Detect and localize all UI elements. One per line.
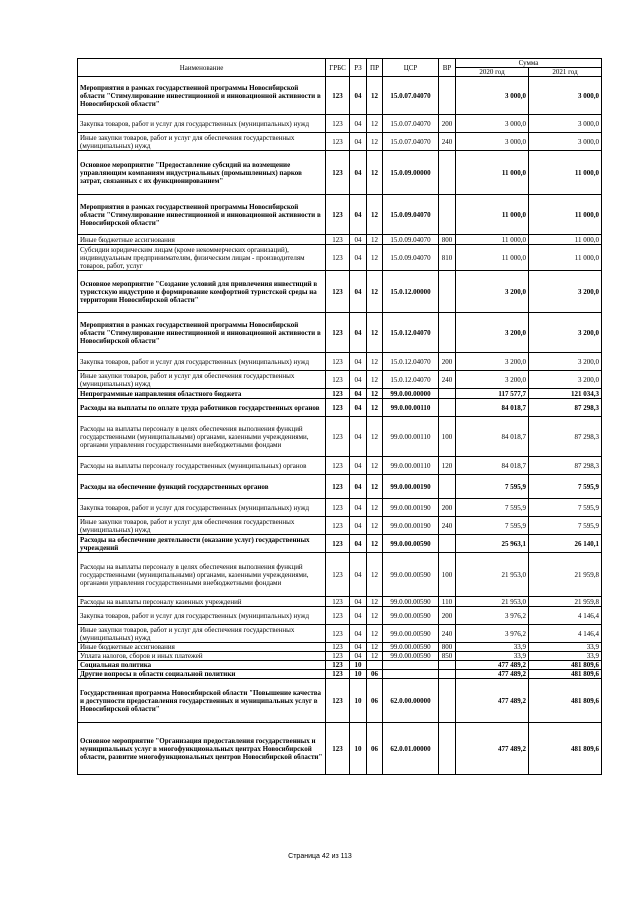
cell-y2021: 7 595,9 — [529, 499, 602, 517]
cell-csr — [383, 661, 439, 670]
cell-grbs: 123 — [326, 195, 350, 235]
cell-name: Закупка товаров, работ и услуг для государственных (муниципальных) нужд — [78, 353, 326, 371]
header-vr: ВР — [439, 59, 456, 77]
cell-name: Основное мероприятие "Предоставление субсидий на возмещение управляющим компаниям индустриальных (промышленных) парков затрат, связанных с их функционированием" — [78, 151, 326, 195]
cell-grbs: 123 — [326, 499, 350, 517]
header-year-2020: 2020 год — [456, 68, 529, 77]
cell-vr — [439, 475, 456, 499]
cell-pr: 12 — [367, 417, 383, 457]
cell-rz: 04 — [350, 625, 367, 643]
table-row — [78, 625, 602, 643]
cell-pr: 12 — [367, 652, 383, 661]
cell-pr: 12 — [367, 625, 383, 643]
cell-rz: 04 — [350, 389, 367, 399]
cell-vr: 200 — [439, 607, 456, 625]
cell-name: Другие вопросы в области социальной политики — [78, 670, 326, 679]
cell-vr: 800 — [439, 643, 456, 652]
table-row — [78, 457, 602, 475]
cell-grbs: 123 — [326, 133, 350, 151]
cell-y2020: 3 200,0 — [456, 371, 529, 389]
cell-grbs: 123 — [326, 245, 350, 271]
cell-csr: 15.0.09.04070 — [383, 235, 439, 245]
header-csr: ЦСР — [383, 59, 439, 77]
cell-rz: 04 — [350, 517, 367, 535]
cell-name: Иные закупки товаров, работ и услуг для обеспечения государственных (муниципальных) нужд — [78, 371, 326, 389]
cell-y2021: 26 140,1 — [529, 535, 602, 553]
cell-pr: 12 — [367, 607, 383, 625]
cell-y2020: 7 595,9 — [456, 499, 529, 517]
cell-csr: 99.0.00.00590 — [383, 597, 439, 607]
cell-grbs: 123 — [326, 235, 350, 245]
cell-y2021: 21 959,8 — [529, 553, 602, 597]
cell-vr — [439, 195, 456, 235]
cell-csr: 15.0.07.04070 — [383, 133, 439, 151]
cell-rz: 04 — [350, 235, 367, 245]
cell-rz: 10 — [350, 679, 367, 723]
cell-y2021: 481 809,6 — [529, 679, 602, 723]
cell-pr: 12 — [367, 115, 383, 133]
cell-rz: 04 — [350, 245, 367, 271]
cell-vr: 240 — [439, 371, 456, 389]
cell-grbs: 123 — [326, 457, 350, 475]
cell-pr: 12 — [367, 517, 383, 535]
cell-pr: 12 — [367, 77, 383, 115]
cell-grbs: 123 — [326, 389, 350, 399]
cell-rz: 04 — [350, 133, 367, 151]
cell-y2021: 33,9 — [529, 643, 602, 652]
cell-y2021: 3 200,0 — [529, 353, 602, 371]
cell-rz: 04 — [350, 353, 367, 371]
cell-csr: 15.0.12.04070 — [383, 353, 439, 371]
table-row — [78, 151, 602, 195]
cell-pr: 12 — [367, 389, 383, 399]
cell-vr: 850 — [439, 652, 456, 661]
cell-name: Расходы на выплаты по оплате труда работников государственных органов — [78, 399, 326, 417]
cell-y2020: 25 963,1 — [456, 535, 529, 553]
table-row — [78, 353, 602, 371]
cell-rz: 04 — [350, 151, 367, 195]
cell-y2021: 3 200,0 — [529, 313, 602, 353]
table-row — [78, 389, 602, 399]
cell-csr: 99.0.00.00110 — [383, 417, 439, 457]
cell-rz: 10 — [350, 670, 367, 679]
cell-grbs: 123 — [326, 652, 350, 661]
cell-y2020: 11 000,0 — [456, 195, 529, 235]
cell-y2020: 3 200,0 — [456, 313, 529, 353]
cell-y2020: 33,9 — [456, 643, 529, 652]
cell-y2020: 3 200,0 — [456, 353, 529, 371]
cell-pr: 12 — [367, 235, 383, 245]
cell-pr: 12 — [367, 271, 383, 313]
cell-csr: 15.0.09.04070 — [383, 195, 439, 235]
cell-pr: 12 — [367, 475, 383, 499]
cell-name: Основное мероприятие "Организация предоставления государственных и муниципальных услуг в многофункциональных центрах Новосибирской области, развитие многофункциональных центров Новосибирской области" — [78, 723, 326, 775]
cell-y2021: 21 959,8 — [529, 597, 602, 607]
cell-y2021: 33,9 — [529, 652, 602, 661]
table-row — [78, 115, 602, 133]
cell-y2020: 477 489,2 — [456, 670, 529, 679]
cell-name: Расходы на выплаты персоналу казенных учреждений — [78, 597, 326, 607]
cell-y2021: 11 000,0 — [529, 245, 602, 271]
cell-vr — [439, 670, 456, 679]
cell-grbs: 123 — [326, 371, 350, 389]
cell-rz: 04 — [350, 417, 367, 457]
header-rz: РЗ — [350, 59, 367, 77]
cell-y2020: 7 595,9 — [456, 517, 529, 535]
cell-name: Расходы на обеспечение деятельности (оказание услуг) государственных учреждений — [78, 535, 326, 553]
cell-pr: 12 — [367, 499, 383, 517]
cell-name: Иные закупки товаров, работ и услуг для обеспечения государственных (муниципальных) нужд — [78, 517, 326, 535]
cell-vr: 240 — [439, 133, 456, 151]
cell-csr: 15.0.12.04070 — [383, 313, 439, 353]
cell-rz: 04 — [350, 643, 367, 652]
cell-name: Уплата налогов, сборов и иных платежей — [78, 652, 326, 661]
cell-grbs: 123 — [326, 271, 350, 313]
cell-y2021: 4 146,4 — [529, 607, 602, 625]
cell-grbs: 123 — [326, 517, 350, 535]
cell-grbs: 123 — [326, 313, 350, 353]
cell-name: Иные закупки товаров, работ и услуг для обеспечения государственных (муниципальных) нужд — [78, 625, 326, 643]
cell-rz: 10 — [350, 661, 367, 670]
cell-name: Государственная программа Новосибирской области "Повышение качества и доступности предоставления государственных и муниципальных услуг в Новосибирской области" — [78, 679, 326, 723]
cell-pr: 12 — [367, 195, 383, 235]
cell-rz: 04 — [350, 195, 367, 235]
header-sum: Сумма — [456, 59, 602, 68]
cell-vr — [439, 77, 456, 115]
cell-rz: 04 — [350, 553, 367, 597]
cell-name: Закупка товаров, работ и услуг для государственных (муниципальных) нужд — [78, 115, 326, 133]
cell-pr — [367, 661, 383, 670]
cell-pr: 12 — [367, 643, 383, 652]
cell-grbs: 123 — [326, 535, 350, 553]
cell-y2020: 3 200,0 — [456, 271, 529, 313]
cell-pr: 12 — [367, 553, 383, 597]
cell-csr — [383, 670, 439, 679]
cell-y2021: 4 146,4 — [529, 625, 602, 643]
cell-rz: 04 — [350, 457, 367, 475]
table-row — [78, 77, 602, 115]
cell-csr: 99.0.00.00590 — [383, 553, 439, 597]
table-row — [78, 235, 602, 245]
cell-vr: 100 — [439, 553, 456, 597]
table-row — [78, 399, 602, 417]
cell-vr: 800 — [439, 235, 456, 245]
cell-csr: 99.0.00.00110 — [383, 399, 439, 417]
cell-y2020: 21 953,0 — [456, 553, 529, 597]
cell-csr: 62.0.00.00000 — [383, 679, 439, 723]
cell-name: Основное мероприятие "Создание условий для привлечения инвестиций в туристскую индустрию и формирование комфортной туристской среды на территории Новосибирской области" — [78, 271, 326, 313]
cell-vr — [439, 679, 456, 723]
cell-grbs: 123 — [326, 670, 350, 679]
cell-rz: 04 — [350, 499, 367, 517]
table-row — [78, 417, 602, 457]
cell-csr: 99.0.00.00190 — [383, 475, 439, 499]
table-row — [78, 517, 602, 535]
cell-y2021: 87 298,3 — [529, 399, 602, 417]
cell-y2020: 7 595,9 — [456, 475, 529, 499]
cell-vr — [439, 535, 456, 553]
cell-grbs: 123 — [326, 77, 350, 115]
cell-y2020: 11 000,0 — [456, 235, 529, 245]
cell-pr: 12 — [367, 133, 383, 151]
cell-y2021: 481 809,6 — [529, 661, 602, 670]
table-row — [78, 195, 602, 235]
table-row — [78, 313, 602, 353]
table-row — [78, 133, 602, 151]
cell-csr: 99.0.00.00000 — [383, 389, 439, 399]
cell-grbs: 123 — [326, 399, 350, 417]
cell-csr: 15.0.07.04070 — [383, 77, 439, 115]
cell-y2020: 117 577,7 — [456, 389, 529, 399]
header-year-2021: 2021 год — [529, 68, 602, 77]
cell-y2021: 87 298,3 — [529, 417, 602, 457]
cell-y2020: 3 976,2 — [456, 607, 529, 625]
cell-y2021: 11 000,0 — [529, 195, 602, 235]
cell-csr: 15.0.12.04070 — [383, 371, 439, 389]
cell-pr: 12 — [367, 313, 383, 353]
cell-pr: 12 — [367, 353, 383, 371]
cell-y2021: 7 595,9 — [529, 517, 602, 535]
cell-grbs: 123 — [326, 723, 350, 775]
cell-y2020: 3 976,2 — [456, 625, 529, 643]
cell-y2020: 11 000,0 — [456, 151, 529, 195]
table-row — [78, 535, 602, 553]
cell-name: Социальная политика — [78, 661, 326, 670]
cell-y2020: 3 000,0 — [456, 77, 529, 115]
cell-rz: 04 — [350, 475, 367, 499]
table-row — [78, 661, 602, 670]
table-row — [78, 475, 602, 499]
table-row — [78, 271, 602, 313]
cell-name: Расходы на обеспечение функций государственных органов — [78, 475, 326, 499]
cell-grbs: 123 — [326, 417, 350, 457]
header-grbs: ГРБС — [326, 59, 350, 77]
cell-name: Субсидии юридическим лицам (кроме некоммерческих организаций), индивидуальным предпринимателям, физическим лицам - производителям товаров, работ, услуг — [78, 245, 326, 271]
cell-pr: 06 — [367, 723, 383, 775]
cell-grbs: 123 — [326, 679, 350, 723]
table-row — [78, 371, 602, 389]
cell-name: Закупка товаров, работ и услуг для государственных (муниципальных) нужд — [78, 499, 326, 517]
cell-grbs: 123 — [326, 661, 350, 670]
cell-vr — [439, 389, 456, 399]
table-row — [78, 499, 602, 517]
cell-csr: 15.0.09.04070 — [383, 245, 439, 271]
cell-vr — [439, 399, 456, 417]
table-row — [78, 670, 602, 679]
cell-grbs: 123 — [326, 115, 350, 133]
cell-y2020: 84 018,7 — [456, 457, 529, 475]
cell-y2020: 477 489,2 — [456, 679, 529, 723]
cell-vr — [439, 723, 456, 775]
table-body — [78, 77, 602, 775]
cell-pr: 12 — [367, 399, 383, 417]
cell-pr: 12 — [367, 371, 383, 389]
cell-pr: 12 — [367, 597, 383, 607]
cell-y2021: 3 000,0 — [529, 133, 602, 151]
cell-rz: 04 — [350, 652, 367, 661]
cell-y2021: 3 000,0 — [529, 115, 602, 133]
cell-name: Закупка товаров, работ и услуг для государственных (муниципальных) нужд — [78, 607, 326, 625]
cell-vr: 120 — [439, 457, 456, 475]
cell-vr — [439, 661, 456, 670]
cell-name: Иные закупки товаров, работ и услуг для обеспечения государственных (муниципальных) нужд — [78, 133, 326, 151]
header-name: Наименование — [78, 59, 326, 77]
table-row — [78, 245, 602, 271]
cell-vr: 810 — [439, 245, 456, 271]
cell-csr: 15.0.07.04070 — [383, 115, 439, 133]
cell-pr: 12 — [367, 457, 383, 475]
cell-csr: 99.0.00.00190 — [383, 517, 439, 535]
cell-y2021: 11 000,0 — [529, 151, 602, 195]
cell-name: Иные бюджетные ассигнования — [78, 235, 326, 245]
header-pr: ПР — [367, 59, 383, 77]
cell-pr: 12 — [367, 245, 383, 271]
cell-y2020: 84 018,7 — [456, 417, 529, 457]
cell-csr: 62.0.01.00000 — [383, 723, 439, 775]
cell-csr: 99.0.00.00110 — [383, 457, 439, 475]
cell-name: Расходы на выплаты персоналу государственных (муниципальных) органов — [78, 457, 326, 475]
cell-rz: 04 — [350, 607, 367, 625]
cell-grbs: 123 — [326, 643, 350, 652]
table-row — [78, 652, 602, 661]
table-row — [78, 679, 602, 723]
budget-table — [77, 58, 602, 775]
cell-vr: 110 — [439, 597, 456, 607]
cell-y2020: 11 000,0 — [456, 245, 529, 271]
table-row — [78, 597, 602, 607]
cell-grbs: 123 — [326, 625, 350, 643]
table-row — [78, 723, 602, 775]
cell-name: Мероприятия в рамках государственной программы Новосибирской области "Стимулирование инвестиционной и инновационной активности в Новосибирской области" — [78, 195, 326, 235]
cell-csr: 99.0.00.00190 — [383, 499, 439, 517]
cell-rz: 04 — [350, 535, 367, 553]
cell-csr: 99.0.00.00590 — [383, 607, 439, 625]
cell-csr: 99.0.00.00590 — [383, 625, 439, 643]
table-row — [78, 607, 602, 625]
cell-vr: 240 — [439, 517, 456, 535]
cell-name: Мероприятия в рамках государственной программы Новосибирской области "Стимулирование инвестиционной и инновационной активности в Новосибирской области" — [78, 313, 326, 353]
cell-y2021: 481 809,6 — [529, 723, 602, 775]
cell-vr: 200 — [439, 499, 456, 517]
cell-y2021: 7 595,9 — [529, 475, 602, 499]
cell-grbs: 123 — [326, 607, 350, 625]
cell-name: Расходы на выплаты персоналу в целях обеспечения выполнения функций государственными (муниципальными) органами, казенными учреждениями, органами управления государственными внебюджетными фондами — [78, 417, 326, 457]
cell-grbs: 123 — [326, 475, 350, 499]
cell-name: Иные бюджетные ассигнования — [78, 643, 326, 652]
cell-rz: 04 — [350, 313, 367, 353]
table-row — [78, 553, 602, 597]
cell-vr: 200 — [439, 115, 456, 133]
cell-grbs: 123 — [326, 597, 350, 607]
cell-pr: 12 — [367, 151, 383, 195]
page-number: Страница 42 из 113 — [288, 853, 352, 860]
cell-y2020: 3 000,0 — [456, 133, 529, 151]
cell-vr — [439, 313, 456, 353]
cell-csr: 99.0.00.00590 — [383, 652, 439, 661]
cell-y2021: 87 298,3 — [529, 457, 602, 475]
cell-y2021: 121 034,3 — [529, 389, 602, 399]
cell-vr — [439, 151, 456, 195]
cell-y2020: 477 489,2 — [456, 661, 529, 670]
cell-name: Мероприятия в рамках государственной программы Новосибирской области "Стимулирование инвестиционной и инновационной активности в Новосибирской области" — [78, 77, 326, 115]
cell-y2020: 477 489,2 — [456, 723, 529, 775]
cell-pr: 06 — [367, 670, 383, 679]
cell-y2021: 3 000,0 — [529, 77, 602, 115]
cell-rz: 04 — [350, 597, 367, 607]
cell-csr: 15.0.09.00000 — [383, 151, 439, 195]
cell-rz: 04 — [350, 271, 367, 313]
cell-grbs: 123 — [326, 151, 350, 195]
cell-y2021: 3 200,0 — [529, 271, 602, 313]
cell-grbs: 123 — [326, 553, 350, 597]
cell-pr: 12 — [367, 535, 383, 553]
cell-rz: 04 — [350, 115, 367, 133]
cell-y2020: 33,9 — [456, 652, 529, 661]
cell-y2021: 3 200,0 — [529, 371, 602, 389]
cell-name: Непрограммные направления областного бюджета — [78, 389, 326, 399]
cell-y2021: 11 000,0 — [529, 235, 602, 245]
table-row — [78, 643, 602, 652]
cell-rz: 04 — [350, 77, 367, 115]
cell-csr: 99.0.00.00590 — [383, 643, 439, 652]
cell-y2020: 84 018,7 — [456, 399, 529, 417]
cell-csr: 99.0.00.00590 — [383, 535, 439, 553]
cell-y2020: 3 000,0 — [456, 115, 529, 133]
cell-y2020: 21 953,0 — [456, 597, 529, 607]
cell-vr — [439, 271, 456, 313]
cell-rz: 04 — [350, 371, 367, 389]
cell-rz: 10 — [350, 723, 367, 775]
cell-pr: 06 — [367, 679, 383, 723]
cell-vr: 100 — [439, 417, 456, 457]
cell-y2021: 481 809,6 — [529, 670, 602, 679]
cell-vr: 200 — [439, 353, 456, 371]
cell-csr: 15.0.12.00000 — [383, 271, 439, 313]
cell-rz: 04 — [350, 399, 367, 417]
cell-vr: 240 — [439, 625, 456, 643]
cell-grbs: 123 — [326, 353, 350, 371]
cell-name: Расходы на выплаты персоналу в целях обеспечения выполнения функций государственными (муниципальными) органами, казенными учреждениями, органами управления государственными внебюджетными фондами — [78, 553, 326, 597]
